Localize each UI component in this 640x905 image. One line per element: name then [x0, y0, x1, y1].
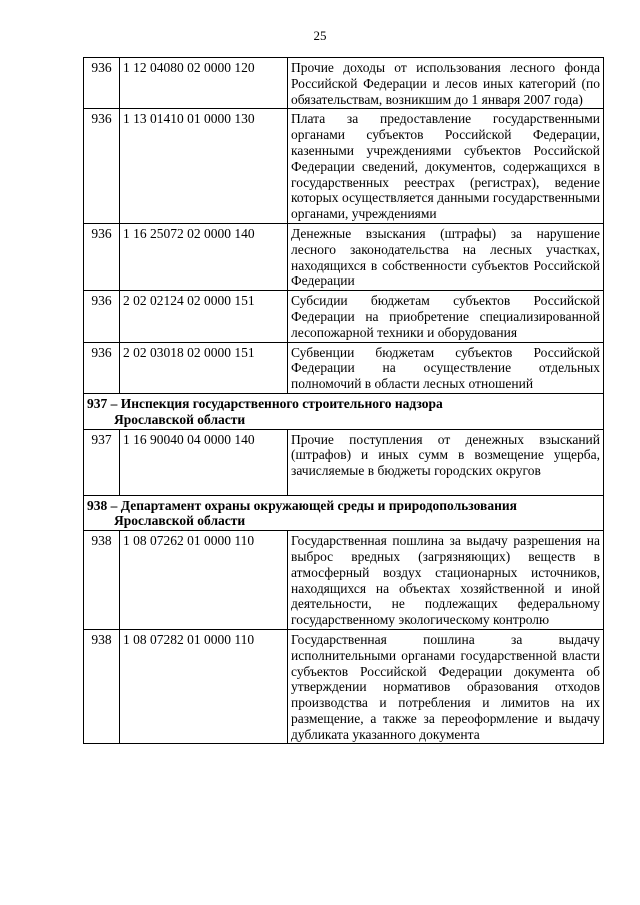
administrator-code-cell: 936 — [84, 342, 120, 393]
revenue-name-cell: Субсидии бюджетам субъектов Российской Федерации на приобретение специализированной лесопожарной техники и оборудования — [288, 291, 604, 342]
revenue-name-cell: Государственная пошлина за выдачу исполнительными органами государственной власти субъектов Российской Федерации документа об утверждении нормативов образования отходов производства и потребления и лимитов на их размещение, а также за переоформление и выдачу дубликата указанного документа — [288, 629, 604, 744]
administrator-code-cell: 936 — [84, 58, 120, 109]
table-row — [84, 629, 604, 744]
administrator-code-cell: 936 — [84, 223, 120, 290]
administrator-code-cell: 936 — [84, 291, 120, 342]
table-row — [84, 109, 604, 224]
section-header-937 — [84, 393, 604, 429]
administrator-code-cell: 937 — [84, 429, 120, 495]
administrator-code-cell: 938 — [84, 629, 120, 744]
table-row — [84, 531, 604, 630]
revenue-name-cell: Субвенции бюджетам субъектов Российской Федерации на осуществление отдельных полномочий в области лесных отношений — [288, 342, 604, 393]
page-number: 25 — [313, 28, 327, 43]
administrator-code-cell: 938 — [84, 531, 120, 630]
revenue-codes-table — [83, 57, 604, 744]
revenue-code-cell: 1 12 04080 02 0000 120 — [120, 58, 288, 109]
revenue-name-cell: Плата за предоставление государственными органами субъектов Российской Федерации, казенными учреждениями субъектов Российской Федерации сведений, документов, содержащихся в государственных реестрах (регистрах), ведение которых осуществляется данными государственными органами, учреждениями — [288, 109, 604, 224]
revenue-name-cell: Прочие поступления от денежных взысканий (штрафов) и иных сумм в возмещение ущерба, зачисляемые в бюджеты городских округов — [288, 429, 604, 495]
revenue-code-cell: 1 16 25072 02 0000 140 — [120, 223, 288, 290]
table-row — [84, 429, 604, 495]
revenue-code-cell: 1 16 90040 04 0000 140 — [120, 429, 288, 495]
revenue-name-cell: Прочие доходы от использования лесного фонда Российской Федерации и лесов иных категорий (по обязательствам, возникшим до 1 января 2007 года) — [288, 58, 604, 109]
revenue-code-cell: 2 02 03018 02 0000 151 — [120, 342, 288, 393]
revenue-code-cell: 1 13 01410 01 0000 130 — [120, 109, 288, 224]
table-row — [84, 291, 604, 342]
section-title: 938 – Департамент охраны окружающей среды и природопользования — [87, 497, 517, 513]
table-row — [84, 342, 604, 393]
table-row — [84, 58, 604, 109]
revenue-code-cell: 1 08 07262 01 0000 110 — [120, 531, 288, 630]
section-header-row — [84, 393, 604, 429]
revenue-code-cell: 1 08 07282 01 0000 110 — [120, 629, 288, 744]
table-row — [84, 223, 604, 290]
section-title-continuation: Ярославской области — [114, 513, 246, 529]
section-title: 937 – Инспекция государственного строительного надзора — [87, 395, 443, 411]
section-header-938 — [84, 495, 604, 531]
administrator-code-cell: 936 — [84, 109, 120, 224]
section-header-row — [84, 495, 604, 531]
revenue-name-cell: Государственная пошлина за выдачу разрешения на выброс вредных (загрязняющих) веществ в атмосферный воздух стационарных источников, находящихся на объектах хозяйственной и иной деятельности, не подлежащих федеральному государственному экологическому контролю — [288, 531, 604, 630]
section-title-continuation: Ярославской области — [114, 411, 246, 427]
revenue-code-cell: 2 02 02124 02 0000 151 — [120, 291, 288, 342]
revenue-name-cell: Денежные взыскания (штрафы) за нарушение лесного законодательства на лесных участках, находящихся в собственности субъектов Российской Федерации — [288, 223, 604, 290]
